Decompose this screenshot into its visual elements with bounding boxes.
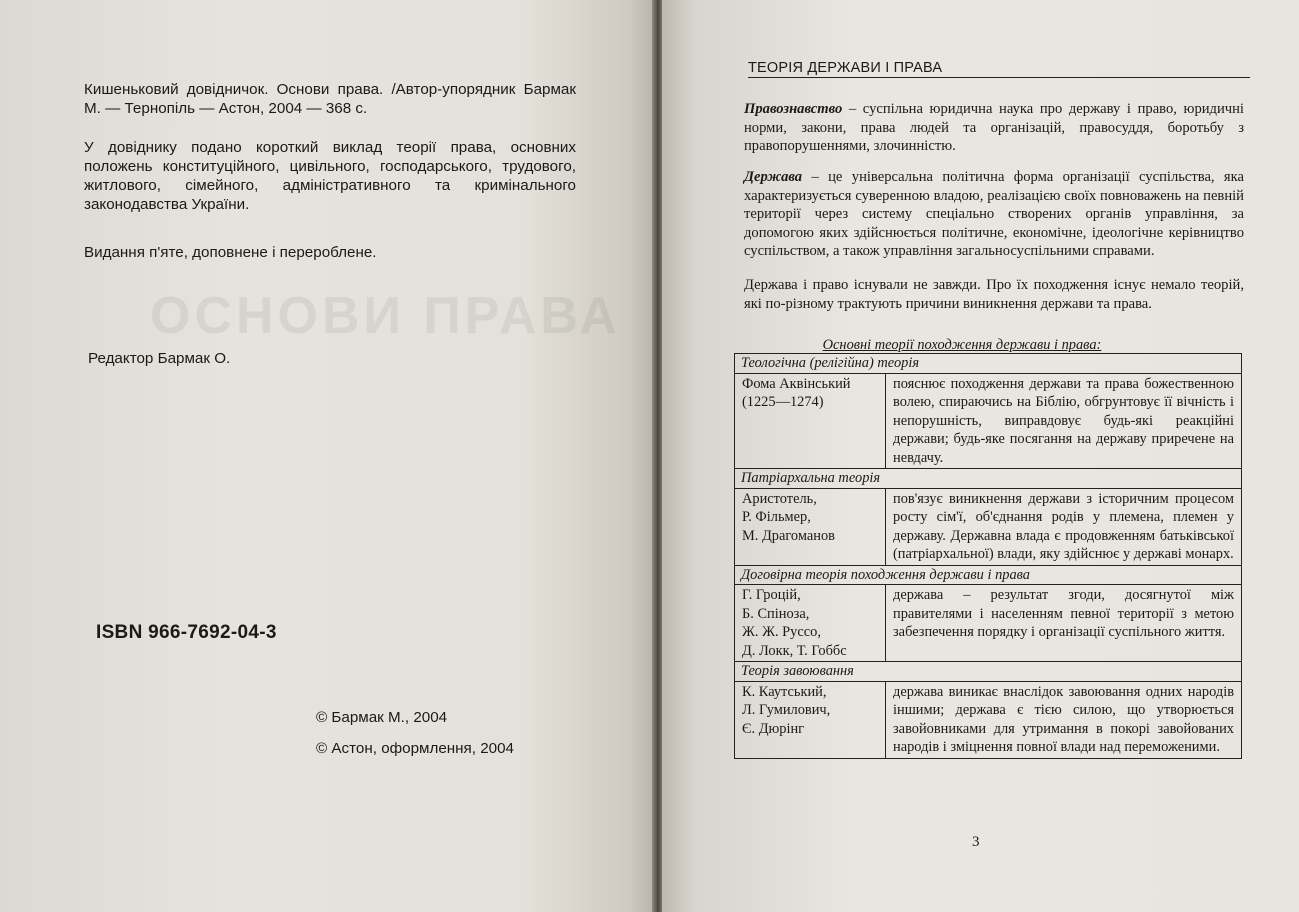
theory-row <box>735 585 1242 662</box>
theory-row <box>735 373 1242 469</box>
theory-authors: К. Каутський, Л. Гумилович, Є. Дюрінг <box>735 681 886 758</box>
book-annotation: У довіднику подано короткий виклад теорії права, основних положень конституційного, цивільного, господарського, трудового, житлового, сімейного, адміністративного та кримінального законодавства України. <box>84 139 576 213</box>
theory-heading-row <box>735 662 1242 682</box>
theory-heading: Теологічна (релігійна) теорія <box>735 354 1242 374</box>
theory-authors: Г. Гроцій, Б. Спіноза, Ж. Ж. Руссо, Д. Локк, Т. Гоббс <box>735 585 886 662</box>
copyright-author: © Бармак М., 2004 <box>316 709 448 726</box>
theory-heading: Теорія завоювання <box>735 662 1242 682</box>
isbn: ISBN 966-7692-04-3 <box>96 622 277 643</box>
imprint-block <box>84 80 576 214</box>
page-number: 3 <box>972 834 980 850</box>
definition-text: – суспільна юридична наука про державу і право, юридичні норми, закони, права людей та організацій, правосуддя, боротьбу з правопорушеннями, злочинністю. <box>744 101 1244 154</box>
definition-term: Держава <box>744 169 803 185</box>
show-through-title: ОСНОВИ ПРАВА <box>150 287 621 345</box>
copyright-design: © Астон, оформлення, 2004 <box>316 740 515 757</box>
edition-note: Видання п'яте, доповнене і перероблене. <box>84 244 377 261</box>
theory-heading: Договірна теорія походження держави і права <box>735 565 1242 585</box>
theory-heading-row <box>735 354 1242 374</box>
theory-row <box>735 488 1242 565</box>
editor-credit: Редактор Бармак О. <box>88 350 231 367</box>
theory-heading-row <box>735 565 1242 585</box>
theory-description: держава – результат згоди, досягнутої між правителями і населенням певної території з метою забезпечення порядку і організації суспільного життя. <box>886 585 1242 662</box>
theory-heading-row <box>735 469 1242 489</box>
theory-heading: Патріархальна теорія <box>735 469 1242 489</box>
running-head: ТЕОРІЯ ДЕРЖАВИ І ПРАВА <box>748 60 1250 78</box>
theory-description: пояснює походження держави та права божественною волею, спираючись на Біблію, обгрунтовує її вічність і непорушність, виправдовує будь-які реакційні держави; будь-яке посягання на державу приречене на невдачу. <box>886 373 1242 469</box>
table-caption: Основні теорії походження держави і права: <box>822 337 1102 353</box>
definition-text: – це універсальна політична форма організації суспільства, яка характеризується суверенною владою, реалізацією своїх повноважень на певній території через систему спеціально створених органів управління, за допомогою яких здійснюється політичне, економічне, ідеологічне керівництво суспільством, а також управління загальносуспільними справами. <box>744 169 1244 259</box>
definition-derzhava <box>744 168 1244 261</box>
definition-term: Правознавство <box>744 101 843 117</box>
bibliographic-record: Кишеньковий довідничок. Основи права. /Автор-упорядник Бармак М. — Тернопіль — Астон, 2004 — 368 с. <box>84 81 576 117</box>
theory-row <box>735 681 1242 758</box>
theory-authors: Фома Аквінський (1225—1274) <box>735 373 886 469</box>
theory-authors: Аристотель, Р. Фільмер, М. Драгоманов <box>735 488 886 565</box>
definition-pravoznavstvo <box>744 100 1244 156</box>
intro-paragraph: Держава і право існували не завжди. Про їх походження існує немало теорій, які по-різному трактують причини виникнення держави та права. <box>744 277 1244 312</box>
theories-table <box>734 353 1242 759</box>
theory-description: держава виникає внаслідок завоювання одних народів іншими; держава є тією силою, що утворюється завойовниками для утримання в покорі завойованих народів і зміцнення повної влади над переможеними. <box>886 681 1242 758</box>
theory-description: пов'язує виникнення держави з історичним процесом росту сім'ї, об'єднання родів у племена, племен у державу. Державна влада є продовженням батьківської (патріархальної) влади, яку здійснює у державі монарх. <box>886 488 1242 565</box>
